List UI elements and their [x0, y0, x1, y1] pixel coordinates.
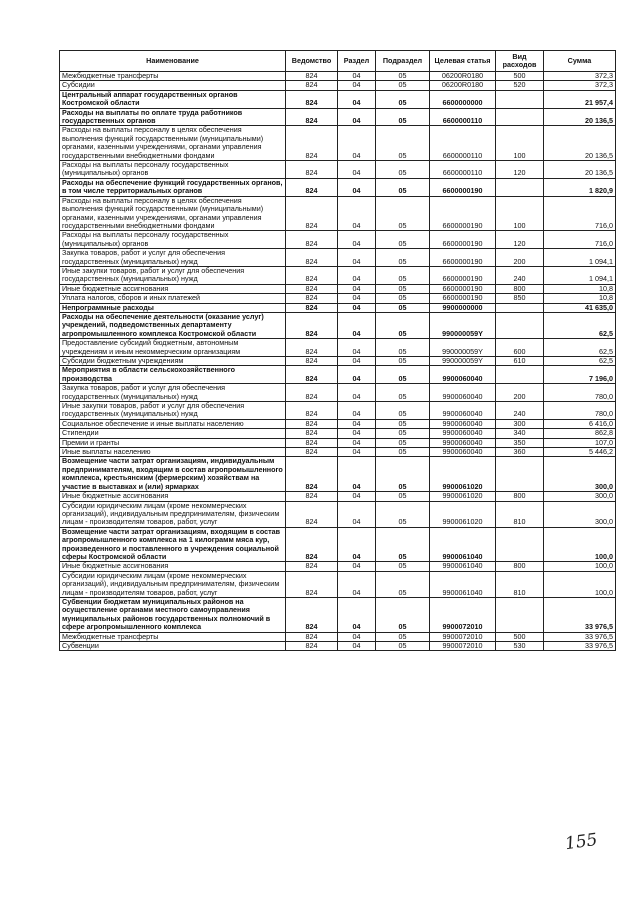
sum-cell: 10,8 — [544, 294, 616, 303]
sum-cell: 62,5 — [544, 357, 616, 366]
expense-type-cell: 810 — [496, 571, 544, 597]
article-cell: 9900061040 — [430, 571, 496, 597]
section-cell: 04 — [338, 81, 376, 90]
subsection-cell: 05 — [376, 72, 430, 81]
dept-cell: 824 — [286, 312, 338, 338]
dept-cell: 824 — [286, 438, 338, 447]
expense-type-cell: 120 — [496, 161, 544, 179]
dept-cell: 824 — [286, 492, 338, 501]
sum-cell: 780,0 — [544, 384, 616, 402]
name-cell: Иные закупки товаров, работ и услуг для обеспечения государственных (муниципальных) нужд — [60, 402, 286, 420]
budget-table — [59, 50, 616, 651]
subsection-cell: 05 — [376, 284, 430, 293]
section-cell: 04 — [338, 632, 376, 641]
name-cell: Возмещение части затрат организациям, входящим в состав агропромышленного комплекса на 1 килограмм мяса кур, произведенного и поставленного в учреждения социальной сферы Костромской области — [60, 527, 286, 562]
page-number: 155 — [563, 829, 599, 855]
article-cell: 9900072010 — [430, 597, 496, 632]
dept-cell: 824 — [286, 448, 338, 457]
expense-type-cell: 500 — [496, 632, 544, 641]
section-cell: 04 — [338, 366, 376, 384]
subsection-cell: 05 — [376, 501, 430, 527]
subsection-cell: 05 — [376, 231, 430, 249]
subsection-cell: 05 — [376, 642, 430, 651]
table-row — [60, 402, 616, 420]
section-cell: 04 — [338, 249, 376, 267]
sum-cell: 62,5 — [544, 339, 616, 357]
section-cell: 04 — [338, 571, 376, 597]
expense-type-cell — [496, 597, 544, 632]
table-row — [60, 90, 616, 108]
expense-type-cell: 200 — [496, 384, 544, 402]
sum-cell: 100,0 — [544, 527, 616, 562]
table-row — [60, 81, 616, 90]
header-article: Целевая статья — [430, 51, 496, 72]
subsection-cell: 05 — [376, 178, 430, 196]
name-cell: Расходы на выплаты персоналу государственных (муниципальных) органов — [60, 161, 286, 179]
subsection-cell: 05 — [376, 81, 430, 90]
expense-type-cell: 300 — [496, 419, 544, 428]
table-row — [60, 501, 616, 527]
dept-cell: 824 — [286, 72, 338, 81]
subsection-cell: 05 — [376, 108, 430, 126]
article-cell: 6600000190 — [430, 178, 496, 196]
expense-type-cell: 800 — [496, 284, 544, 293]
sum-cell: 6 416,0 — [544, 419, 616, 428]
expense-type-cell — [496, 108, 544, 126]
article-cell: 6600000190 — [430, 284, 496, 293]
expense-type-cell: 340 — [496, 429, 544, 438]
subsection-cell: 05 — [376, 402, 430, 420]
section-cell: 04 — [338, 196, 376, 231]
name-cell: Расходы на выплаты по оплате труда работников государственных органов — [60, 108, 286, 126]
header-sum: Сумма — [544, 51, 616, 72]
section-cell: 04 — [338, 448, 376, 457]
sum-cell: 20 136,5 — [544, 108, 616, 126]
name-cell: Стипендии — [60, 429, 286, 438]
name-cell: Субвенции — [60, 642, 286, 651]
expense-type-cell: 800 — [496, 492, 544, 501]
section-cell: 04 — [338, 284, 376, 293]
article-cell: 9900061020 — [430, 501, 496, 527]
subsection-cell: 05 — [376, 294, 430, 303]
section-cell: 04 — [338, 72, 376, 81]
table-row — [60, 429, 616, 438]
name-cell: Межбюджетные трансферты — [60, 632, 286, 641]
subsection-cell: 05 — [376, 419, 430, 428]
section-cell: 04 — [338, 419, 376, 428]
section-cell: 04 — [338, 384, 376, 402]
article-cell: 6600000110 — [430, 108, 496, 126]
table-row — [60, 419, 616, 428]
dept-cell: 824 — [286, 571, 338, 597]
subsection-cell: 05 — [376, 429, 430, 438]
name-cell: Иные закупки товаров, работ и услуг для обеспечения государственных (муниципальных) нужд — [60, 266, 286, 284]
section-cell: 04 — [338, 492, 376, 501]
expense-type-cell: 350 — [496, 438, 544, 447]
dept-cell: 824 — [286, 501, 338, 527]
table-row — [60, 72, 616, 81]
name-cell: Иные бюджетные ассигнования — [60, 562, 286, 571]
expense-type-cell: 610 — [496, 357, 544, 366]
dept-cell: 824 — [286, 303, 338, 312]
name-cell: Премии и гранты — [60, 438, 286, 447]
dept-cell: 824 — [286, 632, 338, 641]
table-row — [60, 312, 616, 338]
dept-cell: 824 — [286, 457, 338, 492]
subsection-cell: 05 — [376, 492, 430, 501]
section-cell: 04 — [338, 90, 376, 108]
subsection-cell: 05 — [376, 571, 430, 597]
sum-cell: 300,0 — [544, 492, 616, 501]
table-row — [60, 294, 616, 303]
section-cell: 04 — [338, 312, 376, 338]
table-row — [60, 231, 616, 249]
dept-cell: 824 — [286, 366, 338, 384]
table-row — [60, 178, 616, 196]
subsection-cell: 05 — [376, 303, 430, 312]
subsection-cell: 05 — [376, 339, 430, 357]
sum-cell: 1 820,9 — [544, 178, 616, 196]
expense-type-cell: 500 — [496, 72, 544, 81]
dept-cell: 824 — [286, 339, 338, 357]
section-cell: 04 — [338, 231, 376, 249]
subsection-cell: 05 — [376, 597, 430, 632]
dept-cell: 824 — [286, 527, 338, 562]
expense-type-cell — [496, 312, 544, 338]
section-cell: 04 — [338, 438, 376, 447]
section-cell: 04 — [338, 178, 376, 196]
expense-type-cell: 800 — [496, 562, 544, 571]
expense-type-cell: 600 — [496, 339, 544, 357]
sum-cell: 862,8 — [544, 429, 616, 438]
article-cell: 9900072010 — [430, 632, 496, 641]
article-cell: 06200R0180 — [430, 81, 496, 90]
article-cell: 9900060040 — [430, 366, 496, 384]
expense-type-cell — [496, 178, 544, 196]
dept-cell: 824 — [286, 294, 338, 303]
expense-type-cell: 520 — [496, 81, 544, 90]
dept-cell: 824 — [286, 284, 338, 293]
name-cell: Расходы на обеспечение деятельности (оказание услуг) учреждений, подведомственных департаменту агропромышленного комплекса Костромской области — [60, 312, 286, 338]
section-cell: 04 — [338, 597, 376, 632]
sum-cell: 107,0 — [544, 438, 616, 447]
table-row — [60, 571, 616, 597]
sum-cell: 100,0 — [544, 562, 616, 571]
subsection-cell: 05 — [376, 126, 430, 161]
sum-cell: 7 196,0 — [544, 366, 616, 384]
header-section: Раздел — [338, 51, 376, 72]
name-cell: Расходы на выплаты персоналу государственных (муниципальных) органов — [60, 231, 286, 249]
sum-cell: 33 976,5 — [544, 642, 616, 651]
article-cell: 9900060040 — [430, 402, 496, 420]
dept-cell: 824 — [286, 161, 338, 179]
section-cell: 04 — [338, 108, 376, 126]
expense-type-cell: 240 — [496, 402, 544, 420]
article-cell: 9900061040 — [430, 562, 496, 571]
table-row — [60, 161, 616, 179]
name-cell: Субвенции бюджетам муниципальных районов на осуществление органами местного самоуправления муниципальных районов государственных полномочий в сфере агропромышленного комплекса — [60, 597, 286, 632]
dept-cell: 824 — [286, 231, 338, 249]
sum-cell: 21 957,4 — [544, 90, 616, 108]
header-dept: Ведомство — [286, 51, 338, 72]
dept-cell: 824 — [286, 402, 338, 420]
article-cell: 9900061040 — [430, 527, 496, 562]
name-cell: Предоставление субсидий бюджетным, автономным учреждениям и иным некоммерческим организациям — [60, 339, 286, 357]
expense-type-cell: 360 — [496, 448, 544, 457]
name-cell: Расходы на выплаты персоналу в целях обеспечения выполнения функций государственными (муниципальными) органами, казенными учреждениями, органами управления государственными внебюджетными фондами — [60, 196, 286, 231]
article-cell: 9900000000 — [430, 303, 496, 312]
section-cell: 04 — [338, 357, 376, 366]
name-cell: Межбюджетные трансферты — [60, 72, 286, 81]
expense-type-cell — [496, 457, 544, 492]
section-cell: 04 — [338, 161, 376, 179]
section-cell: 04 — [338, 429, 376, 438]
name-cell: Субсидии бюджетным учреждениям — [60, 357, 286, 366]
section-cell: 04 — [338, 642, 376, 651]
subsection-cell: 05 — [376, 161, 430, 179]
sum-cell: 1 094,1 — [544, 266, 616, 284]
header-row — [60, 51, 616, 72]
table-row — [60, 249, 616, 267]
subsection-cell: 05 — [376, 90, 430, 108]
section-cell: 04 — [338, 457, 376, 492]
table-row — [60, 108, 616, 126]
subsection-cell: 05 — [376, 384, 430, 402]
article-cell: 9900060040 — [430, 438, 496, 447]
table-row — [60, 196, 616, 231]
expense-type-cell — [496, 366, 544, 384]
table-row — [60, 457, 616, 492]
dept-cell: 824 — [286, 81, 338, 90]
subsection-cell: 05 — [376, 196, 430, 231]
table-row — [60, 384, 616, 402]
table-row — [60, 597, 616, 632]
sum-cell: 372,3 — [544, 81, 616, 90]
expense-type-cell: 810 — [496, 501, 544, 527]
expense-type-cell: 200 — [496, 249, 544, 267]
sum-cell: 300,0 — [544, 501, 616, 527]
dept-cell: 824 — [286, 126, 338, 161]
section-cell: 04 — [338, 562, 376, 571]
name-cell: Уплата налогов, сборов и иных платежей — [60, 294, 286, 303]
subsection-cell: 05 — [376, 562, 430, 571]
table-row — [60, 632, 616, 641]
table-row — [60, 527, 616, 562]
article-cell: 990000059Y — [430, 339, 496, 357]
sum-cell: 716,0 — [544, 196, 616, 231]
table-body — [60, 72, 616, 651]
article-cell: 6600000000 — [430, 90, 496, 108]
expense-type-cell: 240 — [496, 266, 544, 284]
dept-cell: 824 — [286, 108, 338, 126]
table-row — [60, 492, 616, 501]
name-cell: Иные выплаты населению — [60, 448, 286, 457]
name-cell: Иные бюджетные ассигнования — [60, 492, 286, 501]
article-cell: 9900072010 — [430, 642, 496, 651]
article-cell: 990000059Y — [430, 357, 496, 366]
name-cell: Социальное обеспечение и иные выплаты населению — [60, 419, 286, 428]
article-cell: 6600000110 — [430, 161, 496, 179]
dept-cell: 824 — [286, 419, 338, 428]
sum-cell: 10,8 — [544, 284, 616, 293]
name-cell: Центральный аппарат государственных органов Костромской области — [60, 90, 286, 108]
article-cell: 9900060040 — [430, 448, 496, 457]
dept-cell: 824 — [286, 178, 338, 196]
article-cell: 6600000190 — [430, 294, 496, 303]
table-row — [60, 339, 616, 357]
name-cell: Субсидии — [60, 81, 286, 90]
subsection-cell: 05 — [376, 448, 430, 457]
table-row — [60, 562, 616, 571]
section-cell: 04 — [338, 266, 376, 284]
sum-cell: 62,5 — [544, 312, 616, 338]
subsection-cell: 05 — [376, 366, 430, 384]
article-cell: 6600000190 — [430, 266, 496, 284]
section-cell: 04 — [338, 339, 376, 357]
article-cell: 6600000110 — [430, 126, 496, 161]
article-cell: 990000059Y — [430, 312, 496, 338]
header-name: Наименование — [60, 51, 286, 72]
name-cell: Иные бюджетные ассигнования — [60, 284, 286, 293]
sum-cell: 300,0 — [544, 457, 616, 492]
sum-cell: 100,0 — [544, 571, 616, 597]
sum-cell: 780,0 — [544, 402, 616, 420]
dept-cell: 824 — [286, 597, 338, 632]
article-cell: 6600000190 — [430, 249, 496, 267]
section-cell: 04 — [338, 294, 376, 303]
sum-cell: 20 136,5 — [544, 161, 616, 179]
dept-cell: 824 — [286, 429, 338, 438]
subsection-cell: 05 — [376, 632, 430, 641]
article-cell: 9900060040 — [430, 384, 496, 402]
expense-type-cell: 100 — [496, 196, 544, 231]
article-cell: 6600000190 — [430, 231, 496, 249]
expense-type-cell: 530 — [496, 642, 544, 651]
table-row — [60, 126, 616, 161]
name-cell: Субсидии юридическим лицам (кроме некоммерческих организаций), индивидуальным предпринимателям, физическим лицам - производителям товаров, работ, услуг — [60, 571, 286, 597]
subsection-cell: 05 — [376, 249, 430, 267]
subsection-cell: 05 — [376, 312, 430, 338]
name-cell: Расходы на обеспечение функций государственных органов, в том числе территориальных органов — [60, 178, 286, 196]
name-cell: Возмещение части затрат организациям, индивидуальным предпринимателям, входящим в состав агропромышленного комплекса, крестьянским (фермерским) хозяйствам на участие в выставках и (или) ярмарках — [60, 457, 286, 492]
subsection-cell: 05 — [376, 438, 430, 447]
subsection-cell: 05 — [376, 527, 430, 562]
expense-type-cell: 100 — [496, 126, 544, 161]
sum-cell: 5 446,2 — [544, 448, 616, 457]
expense-type-cell — [496, 90, 544, 108]
article-cell: 9900060040 — [430, 429, 496, 438]
dept-cell: 824 — [286, 642, 338, 651]
article-cell: 9900061020 — [430, 492, 496, 501]
name-cell: Непрограммные расходы — [60, 303, 286, 312]
subsection-cell: 05 — [376, 266, 430, 284]
table-row — [60, 266, 616, 284]
expense-type-cell — [496, 303, 544, 312]
dept-cell: 824 — [286, 196, 338, 231]
subsection-cell: 05 — [376, 357, 430, 366]
subsection-cell: 05 — [376, 457, 430, 492]
article-cell: 9900061020 — [430, 457, 496, 492]
sum-cell: 372,3 — [544, 72, 616, 81]
expense-type-cell: 120 — [496, 231, 544, 249]
dept-cell: 824 — [286, 266, 338, 284]
name-cell: Закупка товаров, работ и услуг для обеспечения государственных (муниципальных) нужд — [60, 249, 286, 267]
sum-cell: 33 976,5 — [544, 597, 616, 632]
name-cell: Мероприятия в области сельскохозяйственного производства — [60, 366, 286, 384]
section-cell: 04 — [338, 501, 376, 527]
header-expense-type: Вид расходов — [496, 51, 544, 72]
dept-cell: 824 — [286, 249, 338, 267]
dept-cell: 824 — [286, 357, 338, 366]
table-row — [60, 642, 616, 651]
table-header — [60, 51, 616, 72]
article-cell: 6600000190 — [430, 196, 496, 231]
sum-cell: 33 976,5 — [544, 632, 616, 641]
sum-cell: 1 094,1 — [544, 249, 616, 267]
section-cell: 04 — [338, 527, 376, 562]
name-cell: Субсидии юридическим лицам (кроме некоммерческих организаций), индивидуальным предпринимателям, физическим лицам - производителям товаров, работ, услуг — [60, 501, 286, 527]
section-cell: 04 — [338, 126, 376, 161]
section-cell: 04 — [338, 303, 376, 312]
expense-type-cell — [496, 527, 544, 562]
dept-cell: 824 — [286, 90, 338, 108]
sum-cell: 20 136,5 — [544, 126, 616, 161]
name-cell: Расходы на выплаты персоналу в целях обеспечения выполнения функций государственными (муниципальными) органами, казенными учреждениями, органами управления государственными внебюджетными фондами — [60, 126, 286, 161]
header-subsection: Подраздел — [376, 51, 430, 72]
article-cell: 06200R0180 — [430, 72, 496, 81]
sum-cell: 41 635,0 — [544, 303, 616, 312]
name-cell: Закупка товаров, работ и услуг для обеспечения государственных (муниципальных) нужд — [60, 384, 286, 402]
dept-cell: 824 — [286, 384, 338, 402]
expense-type-cell: 850 — [496, 294, 544, 303]
article-cell: 9900060040 — [430, 419, 496, 428]
table-row — [60, 366, 616, 384]
sum-cell: 716,0 — [544, 231, 616, 249]
dept-cell: 824 — [286, 562, 338, 571]
section-cell: 04 — [338, 402, 376, 420]
